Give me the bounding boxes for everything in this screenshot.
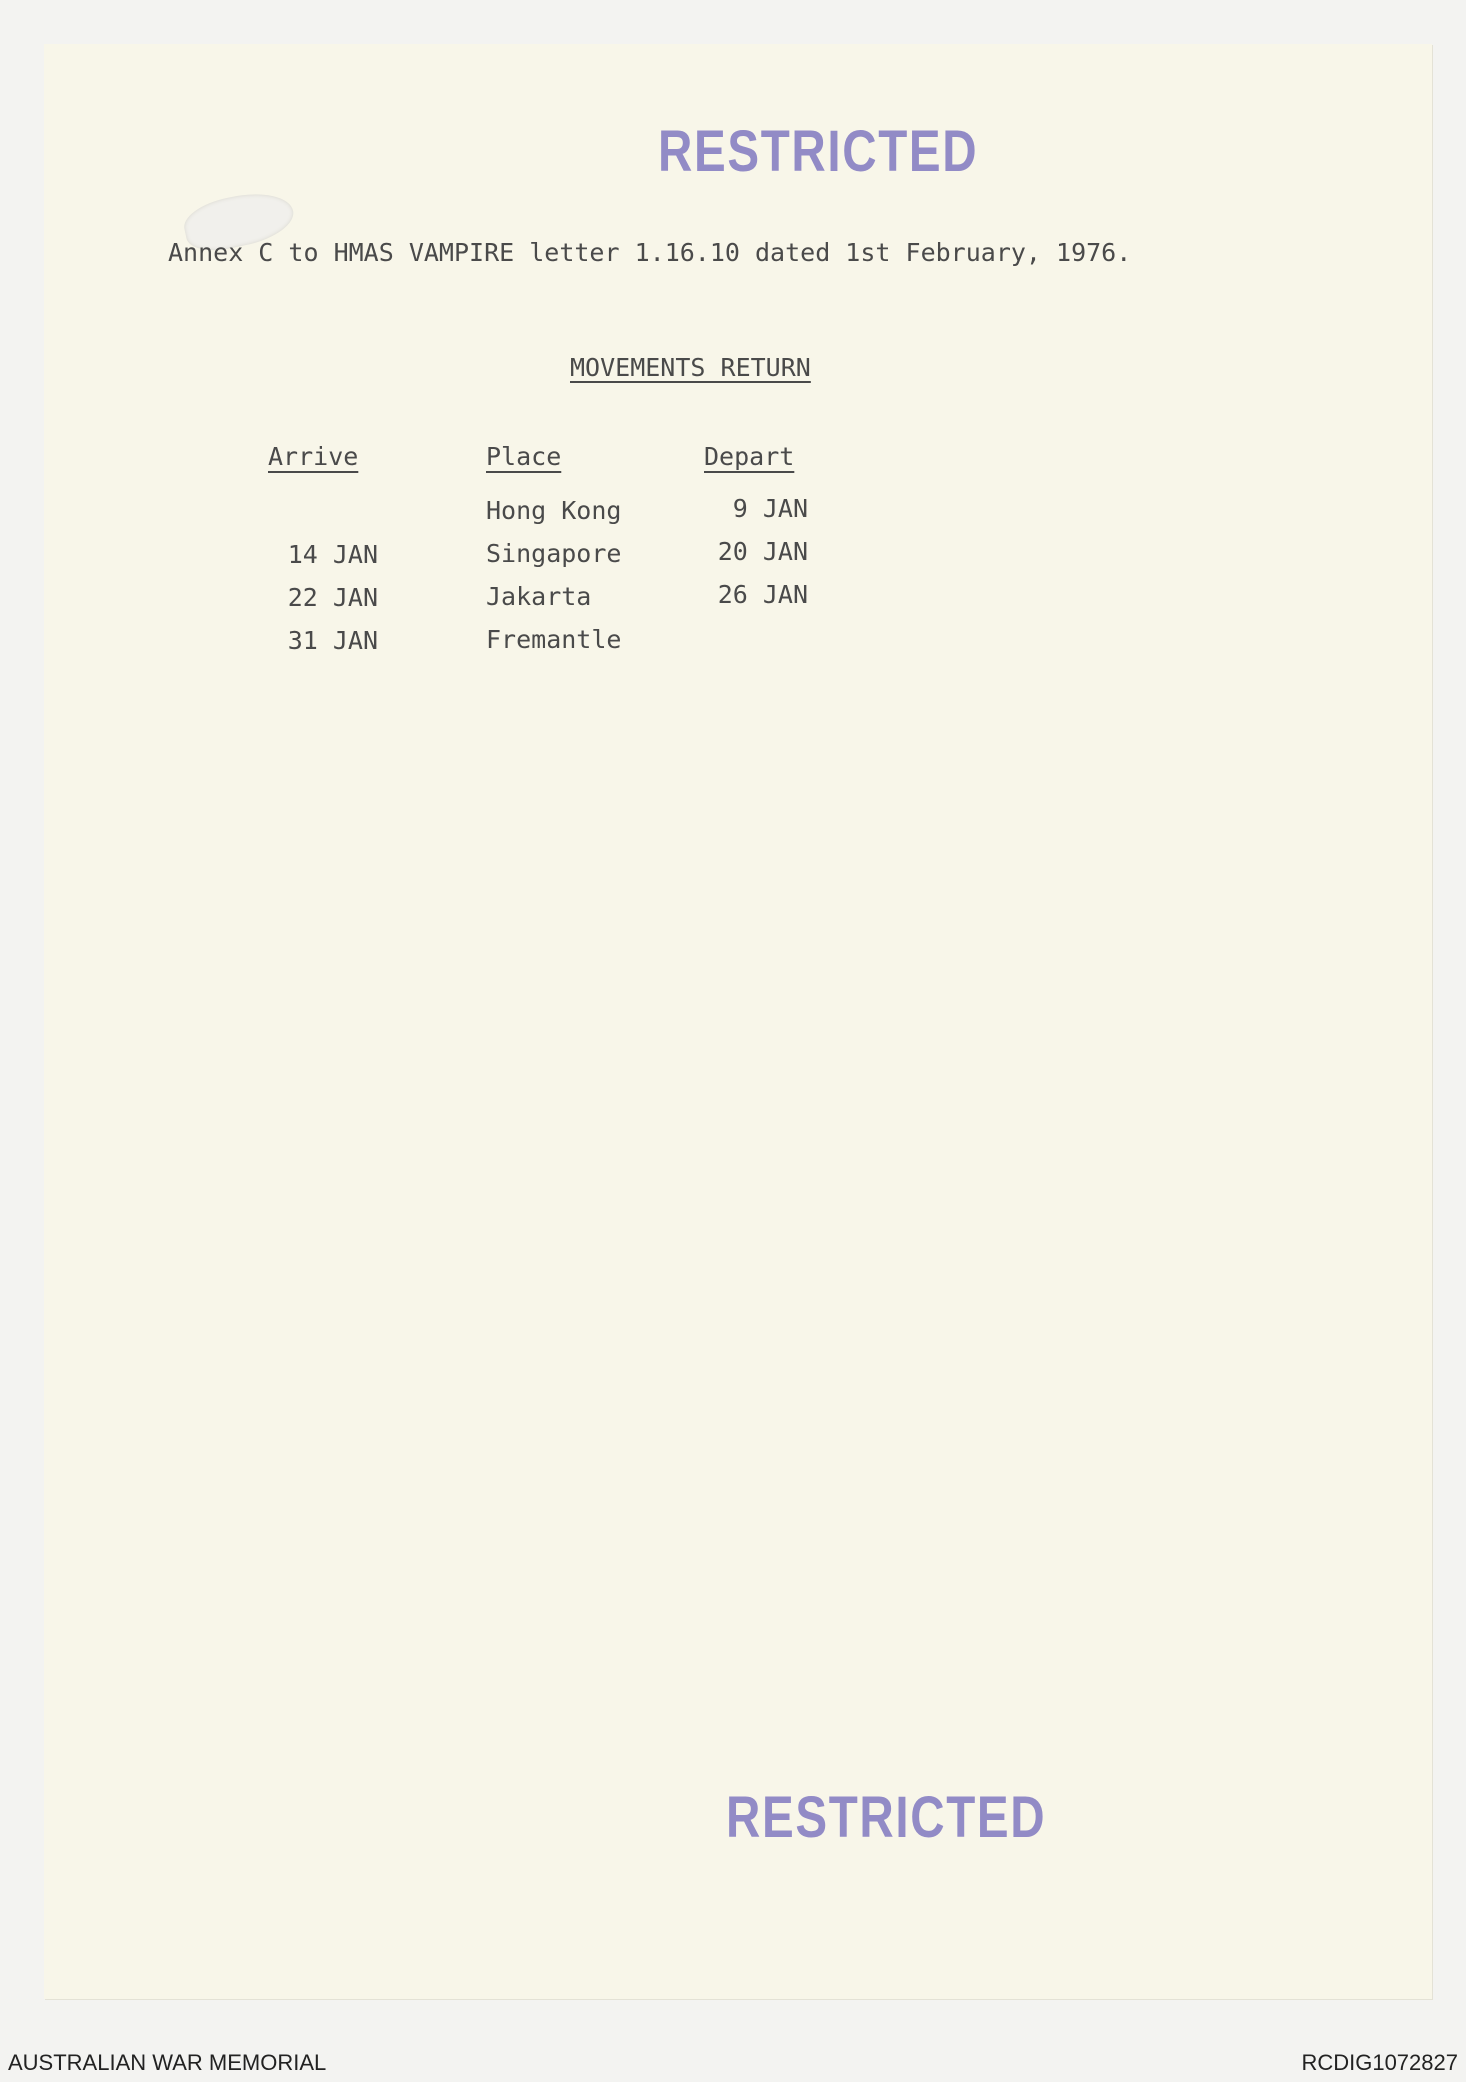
depart-cell: 9 JAN xyxy=(732,494,808,523)
arrive-cell: 14 JAN xyxy=(287,540,378,569)
place-cell: Singapore xyxy=(486,539,622,568)
annex-reference-line: Annex C to HMAS VAMPIRE letter 1.16.10 dated 1st February, 1976. xyxy=(168,238,1132,267)
place-cell: Hong Kong xyxy=(486,496,622,525)
restricted-stamp-top: RESTRICTED xyxy=(658,119,979,184)
arrive-cell: 22 JAN xyxy=(287,583,378,612)
table-header-place: Place xyxy=(486,442,562,471)
table-header-arrive: Arrive xyxy=(268,442,359,471)
document-heading: MOVEMENTS RETURN xyxy=(570,353,811,382)
depart-cell: 26 JAN xyxy=(717,580,808,609)
archive-reference-id: RCDIG1072827 xyxy=(1301,2050,1458,2075)
arrive-cell: 31 JAN xyxy=(287,626,378,655)
archive-credit: AUSTRALIAN WAR MEMORIAL xyxy=(8,2050,327,2075)
table-header-depart: Depart xyxy=(704,442,795,471)
restricted-stamp-bottom: RESTRICTED xyxy=(726,1785,1047,1850)
place-cell: Jakarta xyxy=(486,582,592,611)
place-cell: Fremantle xyxy=(486,625,622,654)
depart-cell: 20 JAN xyxy=(717,537,808,566)
document-page xyxy=(44,44,1432,1999)
